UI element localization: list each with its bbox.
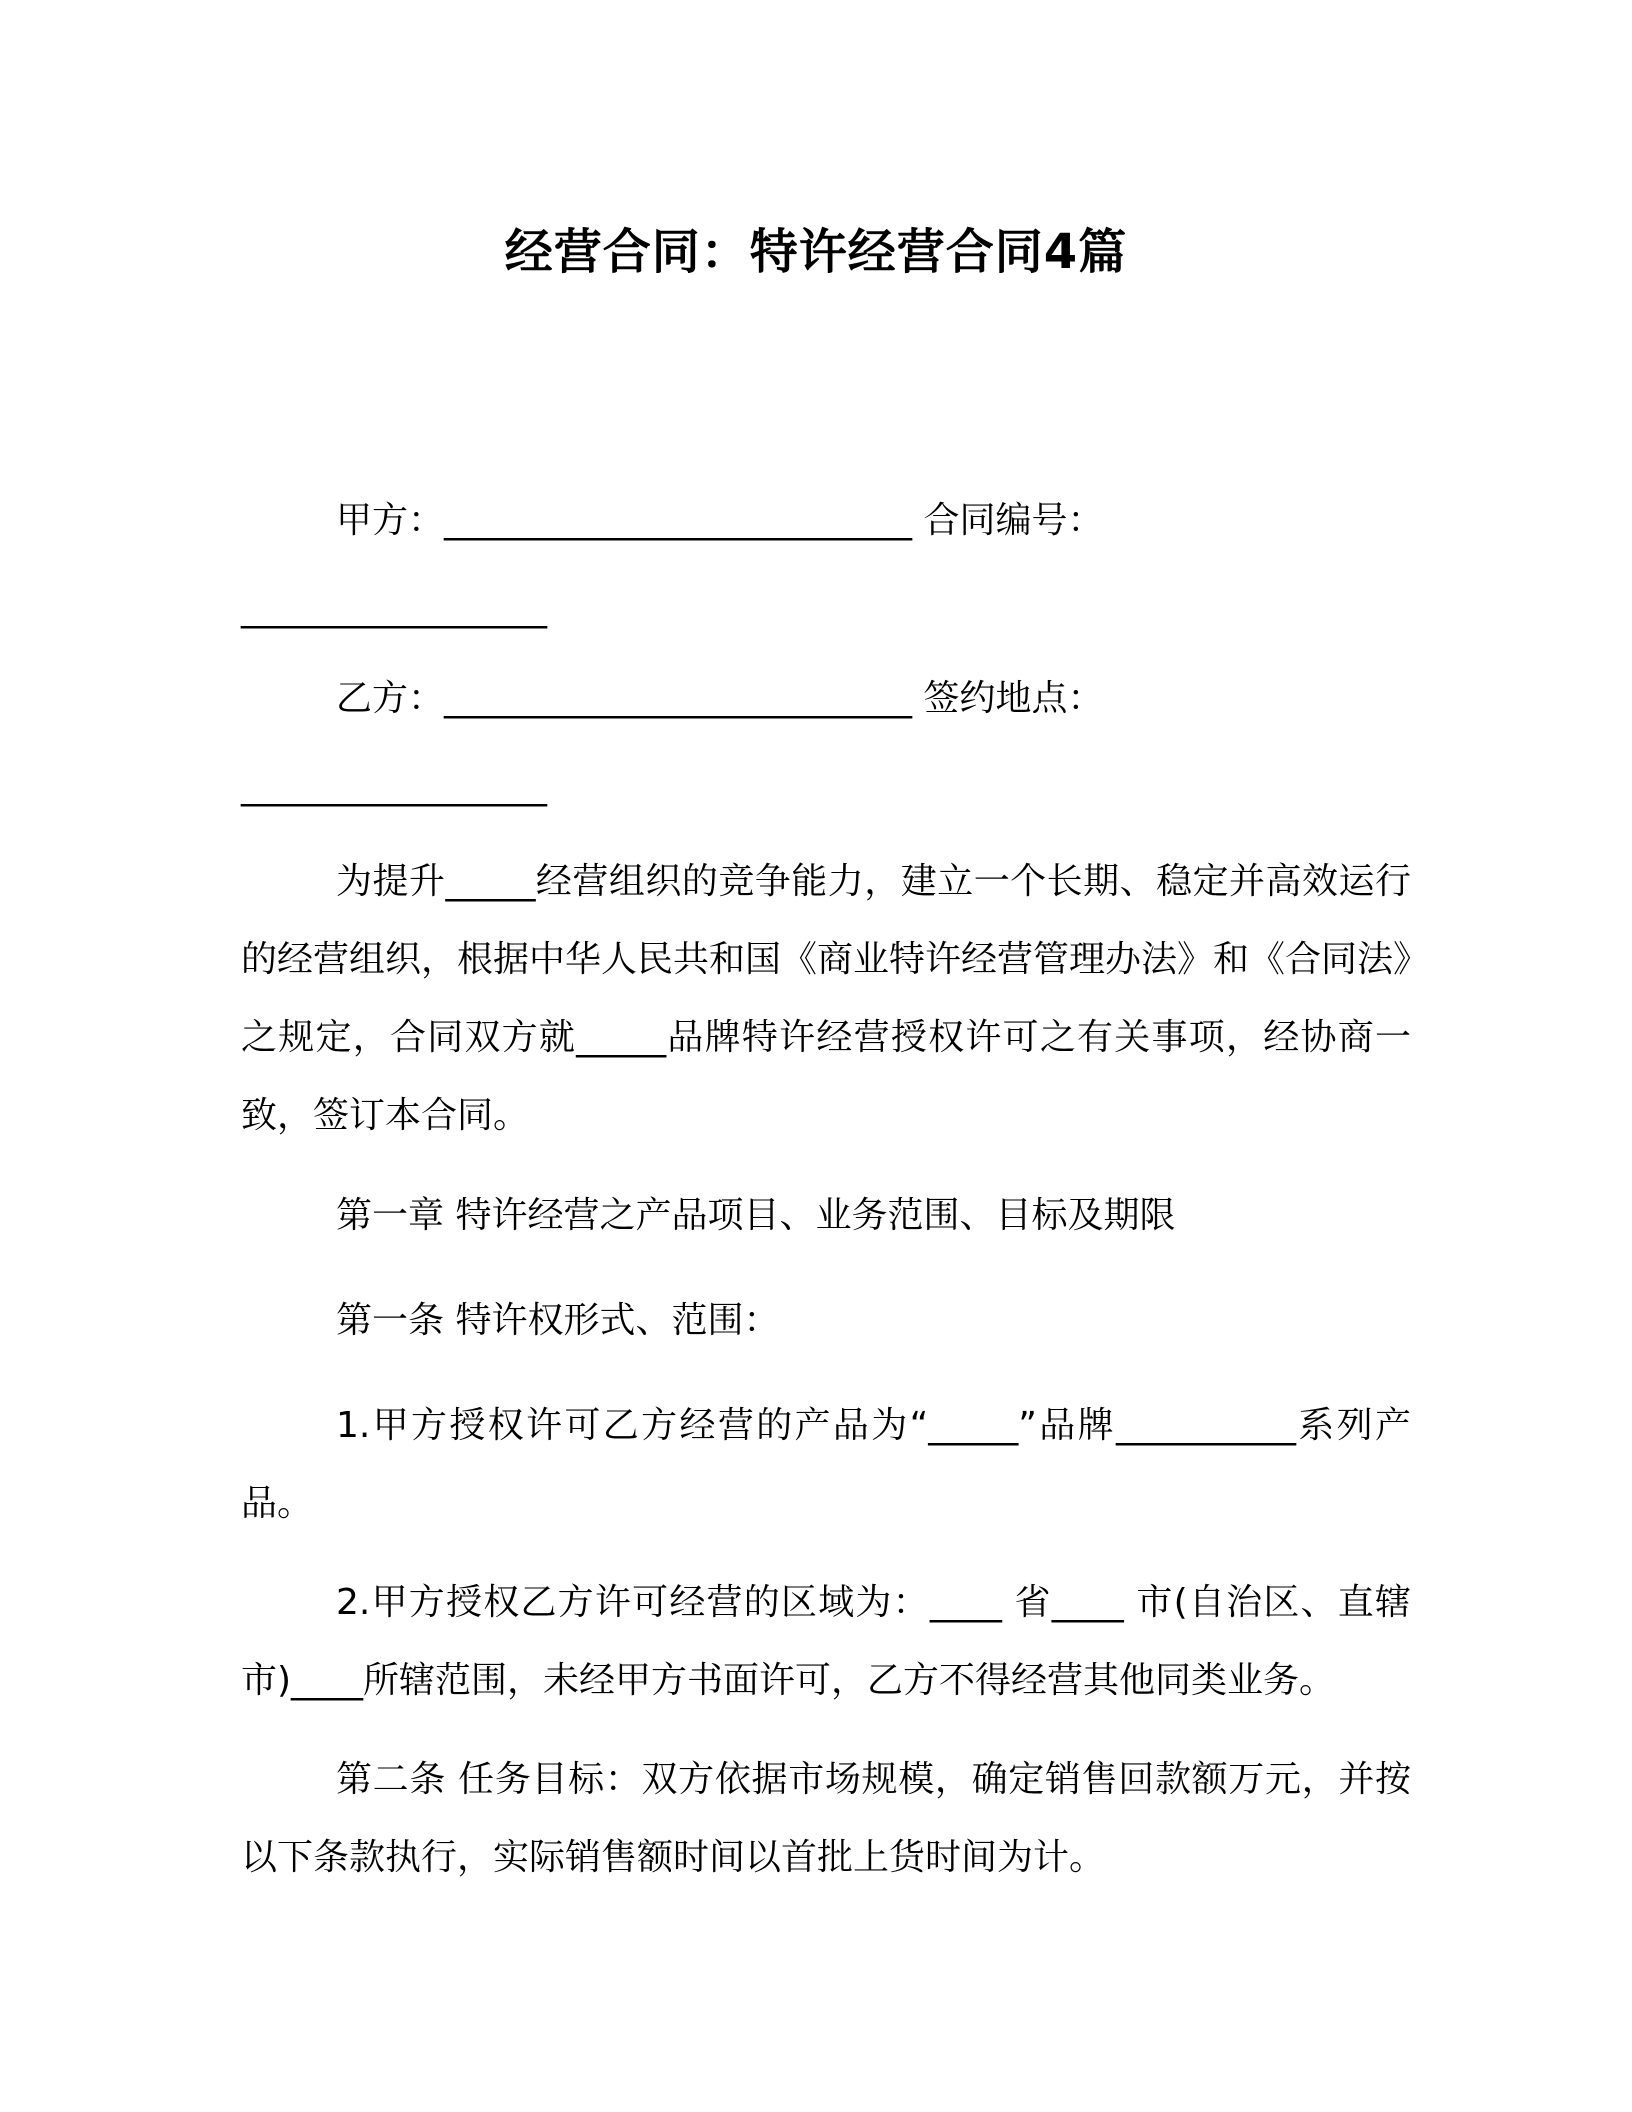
contract-number-blank-text: _________________ — [241, 588, 547, 629]
document-title: 经营合同：特许经营合同4篇 — [504, 224, 1128, 280]
signing-place-blank — [241, 763, 1401, 811]
signing-place-blank-text: _________________ — [241, 766, 547, 807]
article-1-item-1: 1.甲方授权许可乙方经营的产品为“_____”品牌__________系列产品。 — [241, 1405, 1411, 1524]
article-1-item-2: 2.甲方授权乙方许可经营的区域为：____ 省____ 市(自治区、直辖市)____所辖范围，未经甲方书面许可，乙方不得经营其他同类业务。 — [241, 1582, 1411, 1701]
intro-paragraph: 为提升_____经营组织的竞争能力，建立一个长期、稳定并高效运行的经营组织，根据中华人民共和国《商业特许经营管理办法》和《合同法》之规定，合同双方就_____品牌特许经营授权许可之有关事项，经协商一致，签订本合同。 — [241, 861, 1412, 1136]
party-b-line — [241, 675, 1401, 723]
chapter-1-heading: 第一章 特许经营之产品项目、业务范围、目标及期限 — [336, 1195, 1176, 1236]
contract-number-blank — [241, 585, 1401, 633]
party-b-text: 乙方：__________________________ 签约地点： — [336, 678, 1104, 719]
party-a-text: 甲方：__________________________ 合同编号： — [336, 500, 1104, 541]
party-a-line — [241, 497, 1401, 545]
article-2: 第二条 任务目标：双方依据市场规模，确定销售回款额万元，并按以下条款执行，实际销售额时间以首批上货时间为计。 — [241, 1759, 1411, 1878]
article-1-heading: 第一条 特许权形式、范围： — [336, 1300, 780, 1341]
